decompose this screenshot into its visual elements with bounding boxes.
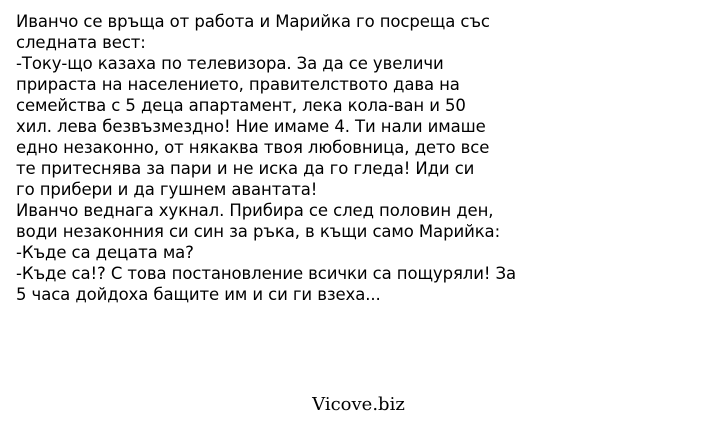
- joke-line: хил. лева безвъзмездно! Ние имаме 4. Ти нали имаше: [16, 117, 486, 136]
- joke-line: следната вест:: [16, 33, 146, 52]
- joke-line: прираста на населението, правителството дава на: [16, 75, 460, 94]
- joke-line: Иванчо веднага хукнал. Прибира се след половин ден,: [16, 201, 494, 220]
- joke-line: -Къде са!? С това постановление всички са пощуряли! За: [16, 264, 517, 283]
- joke-line: семейства с 5 деца апартамент, лека кола-ван и 50: [16, 96, 466, 115]
- site-watermark: Vicove.biz: [312, 394, 405, 415]
- joke-line: Иванчо се връща от работа и Марийка го посреща със: [16, 12, 490, 31]
- joke-line: -Къде са децата ма?: [16, 243, 194, 262]
- joke-line: 5 часа дойдоха бащите им и си ги взеха...: [16, 285, 381, 304]
- joke-line: води незаконния си син за ръка, в къщи само Марийка:: [16, 222, 501, 241]
- joke-line: -Току-що казаха по телевизора. За да се увеличи: [16, 54, 444, 73]
- joke-text: [16, 11, 696, 305]
- joke-line: те притеснява за пари и не иска да го гледа! Иди си: [16, 159, 475, 178]
- joke-line: едно незаконно, от някаква твоя любовница, дето все: [16, 138, 490, 157]
- joke-line: го прибери и да гушнем авантата!: [16, 180, 318, 199]
